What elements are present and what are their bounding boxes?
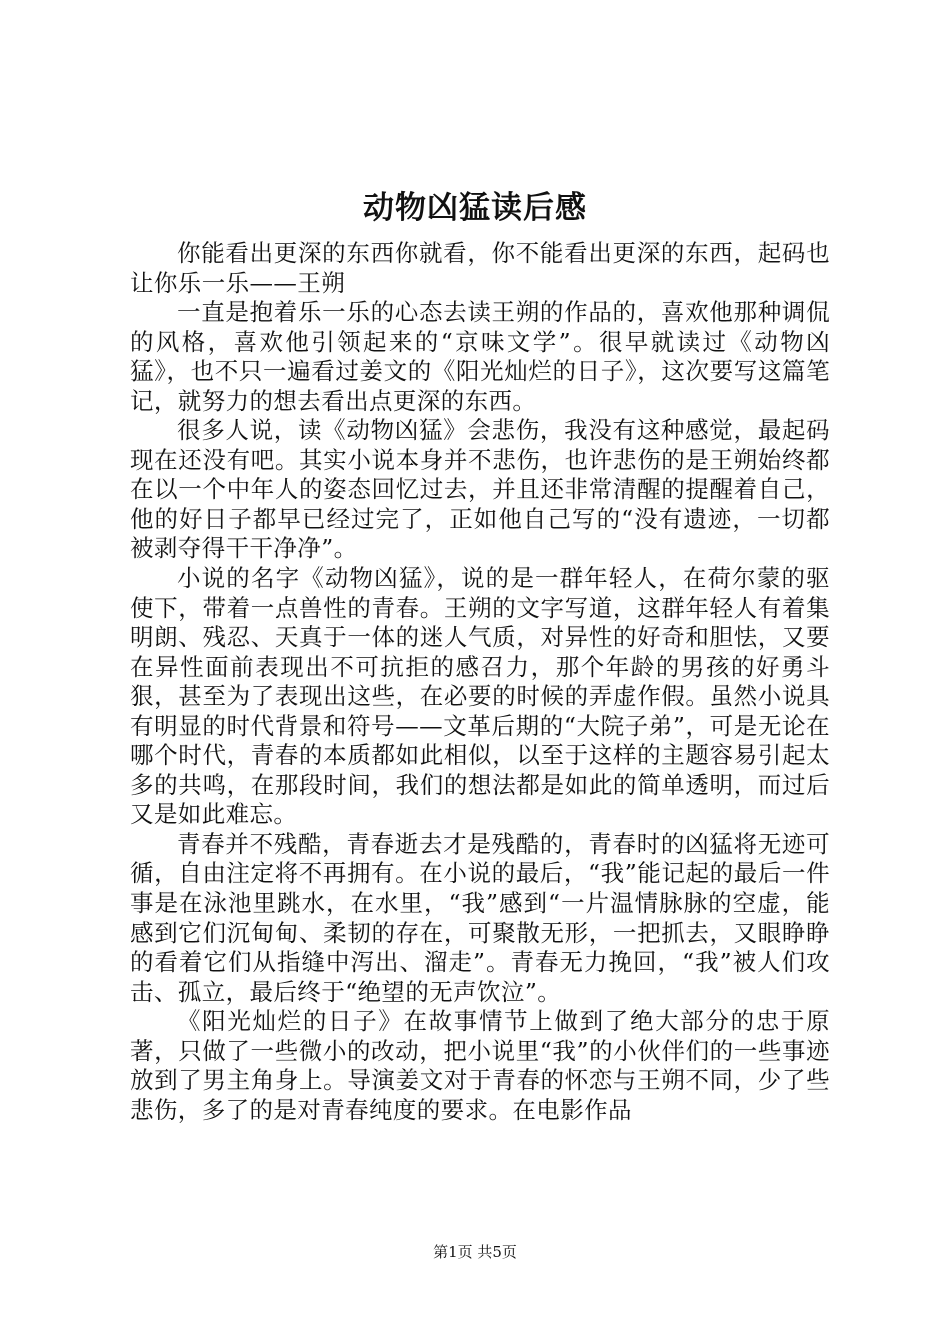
paragraph-intro: 一直是抱着乐一乐的心态去读王朔的作品的，喜欢他那种调侃的风格，喜欢他引领起来的“京味文学”。很早就读过《动物凶猛》，也不只一遍看过姜文的《阳光灿烂的日子》，这次要写这篇笔记，就努力的想去看出点更深的东西。 [130,298,830,415]
paragraph-title-meaning: 小说的名字《动物凶猛》，说的是一群年轻人，在荷尔蒙的驱使下，带着一点兽性的青春。王朔的文字写道，这群年轻人有着集明朗、残忍、天真于一体的迷人气质，对异性的好奇和胆怯，又要在异性面前表现出不可抗拒的感召力，那个年龄的男孩的好勇斗狠，甚至为了表现出这些，在必要的时候的弄虚作假。虽然小说具有明显的时代背景和符号——文革后期的“大院子弟”，可是无论在哪个时代，青春的本质都如此相似，以至于这样的主题容易引起太多的共鸣，在那段时间，我们的想法都是如此的简单透明，而过后又是如此难忘。 [130,564,830,829]
page-footer: 第1页 共5页 [433,1243,517,1261]
paragraph-epigraph: 你能看出更深的东西你就看，你不能看出更深的东西，起码也让你乐一乐——王朔 [130,239,830,297]
paragraph-youth: 青春并不残酷，青春逝去才是残酷的，青春时的凶猛将无迹可循，自由注定将不再拥有。在小说的最后，“我”能记起的最后一件事是在泳池里跳水，在水里，“我”感到“一片温情脉脉的空虚，能感到它们沉甸甸、柔韧的存在，可聚散无形，一把抓去，又眼睁睁的看着它们从指缝中泻出、溜走”。青春无力挽回，“我”被人们攻击、孤立，最后终于“绝望的无声饮泣”。 [130,829,830,1006]
paragraph-film: 《阳光灿烂的日子》在故事情节上做到了绝大部分的忠于原著，只做了一些微小的改动，把小说里“我”的小伙伴们的一些事迹放到了男主角身上。导演姜文对于青春的怀恋与王朔不同，少了些悲伤，多了的是对青春纯度的要求。在电影作品 [130,1007,830,1124]
document-title: 动物凶猛读后感 [363,190,587,226]
paragraph-sadness: 很多人说，读《动物凶猛》会悲伤，我没有这种感觉，最起码现在还没有吧。其实小说本身并不悲伤，也许悲伤的是王朔始终都在以一个中年人的姿态回忆过去，并且还非常清醒的提醒着自己，他的好日子都早已经过完了，正如他自己写的“没有遗迹，一切都被剥夺得干干净净”。 [130,416,830,563]
document-body [130,239,830,1125]
